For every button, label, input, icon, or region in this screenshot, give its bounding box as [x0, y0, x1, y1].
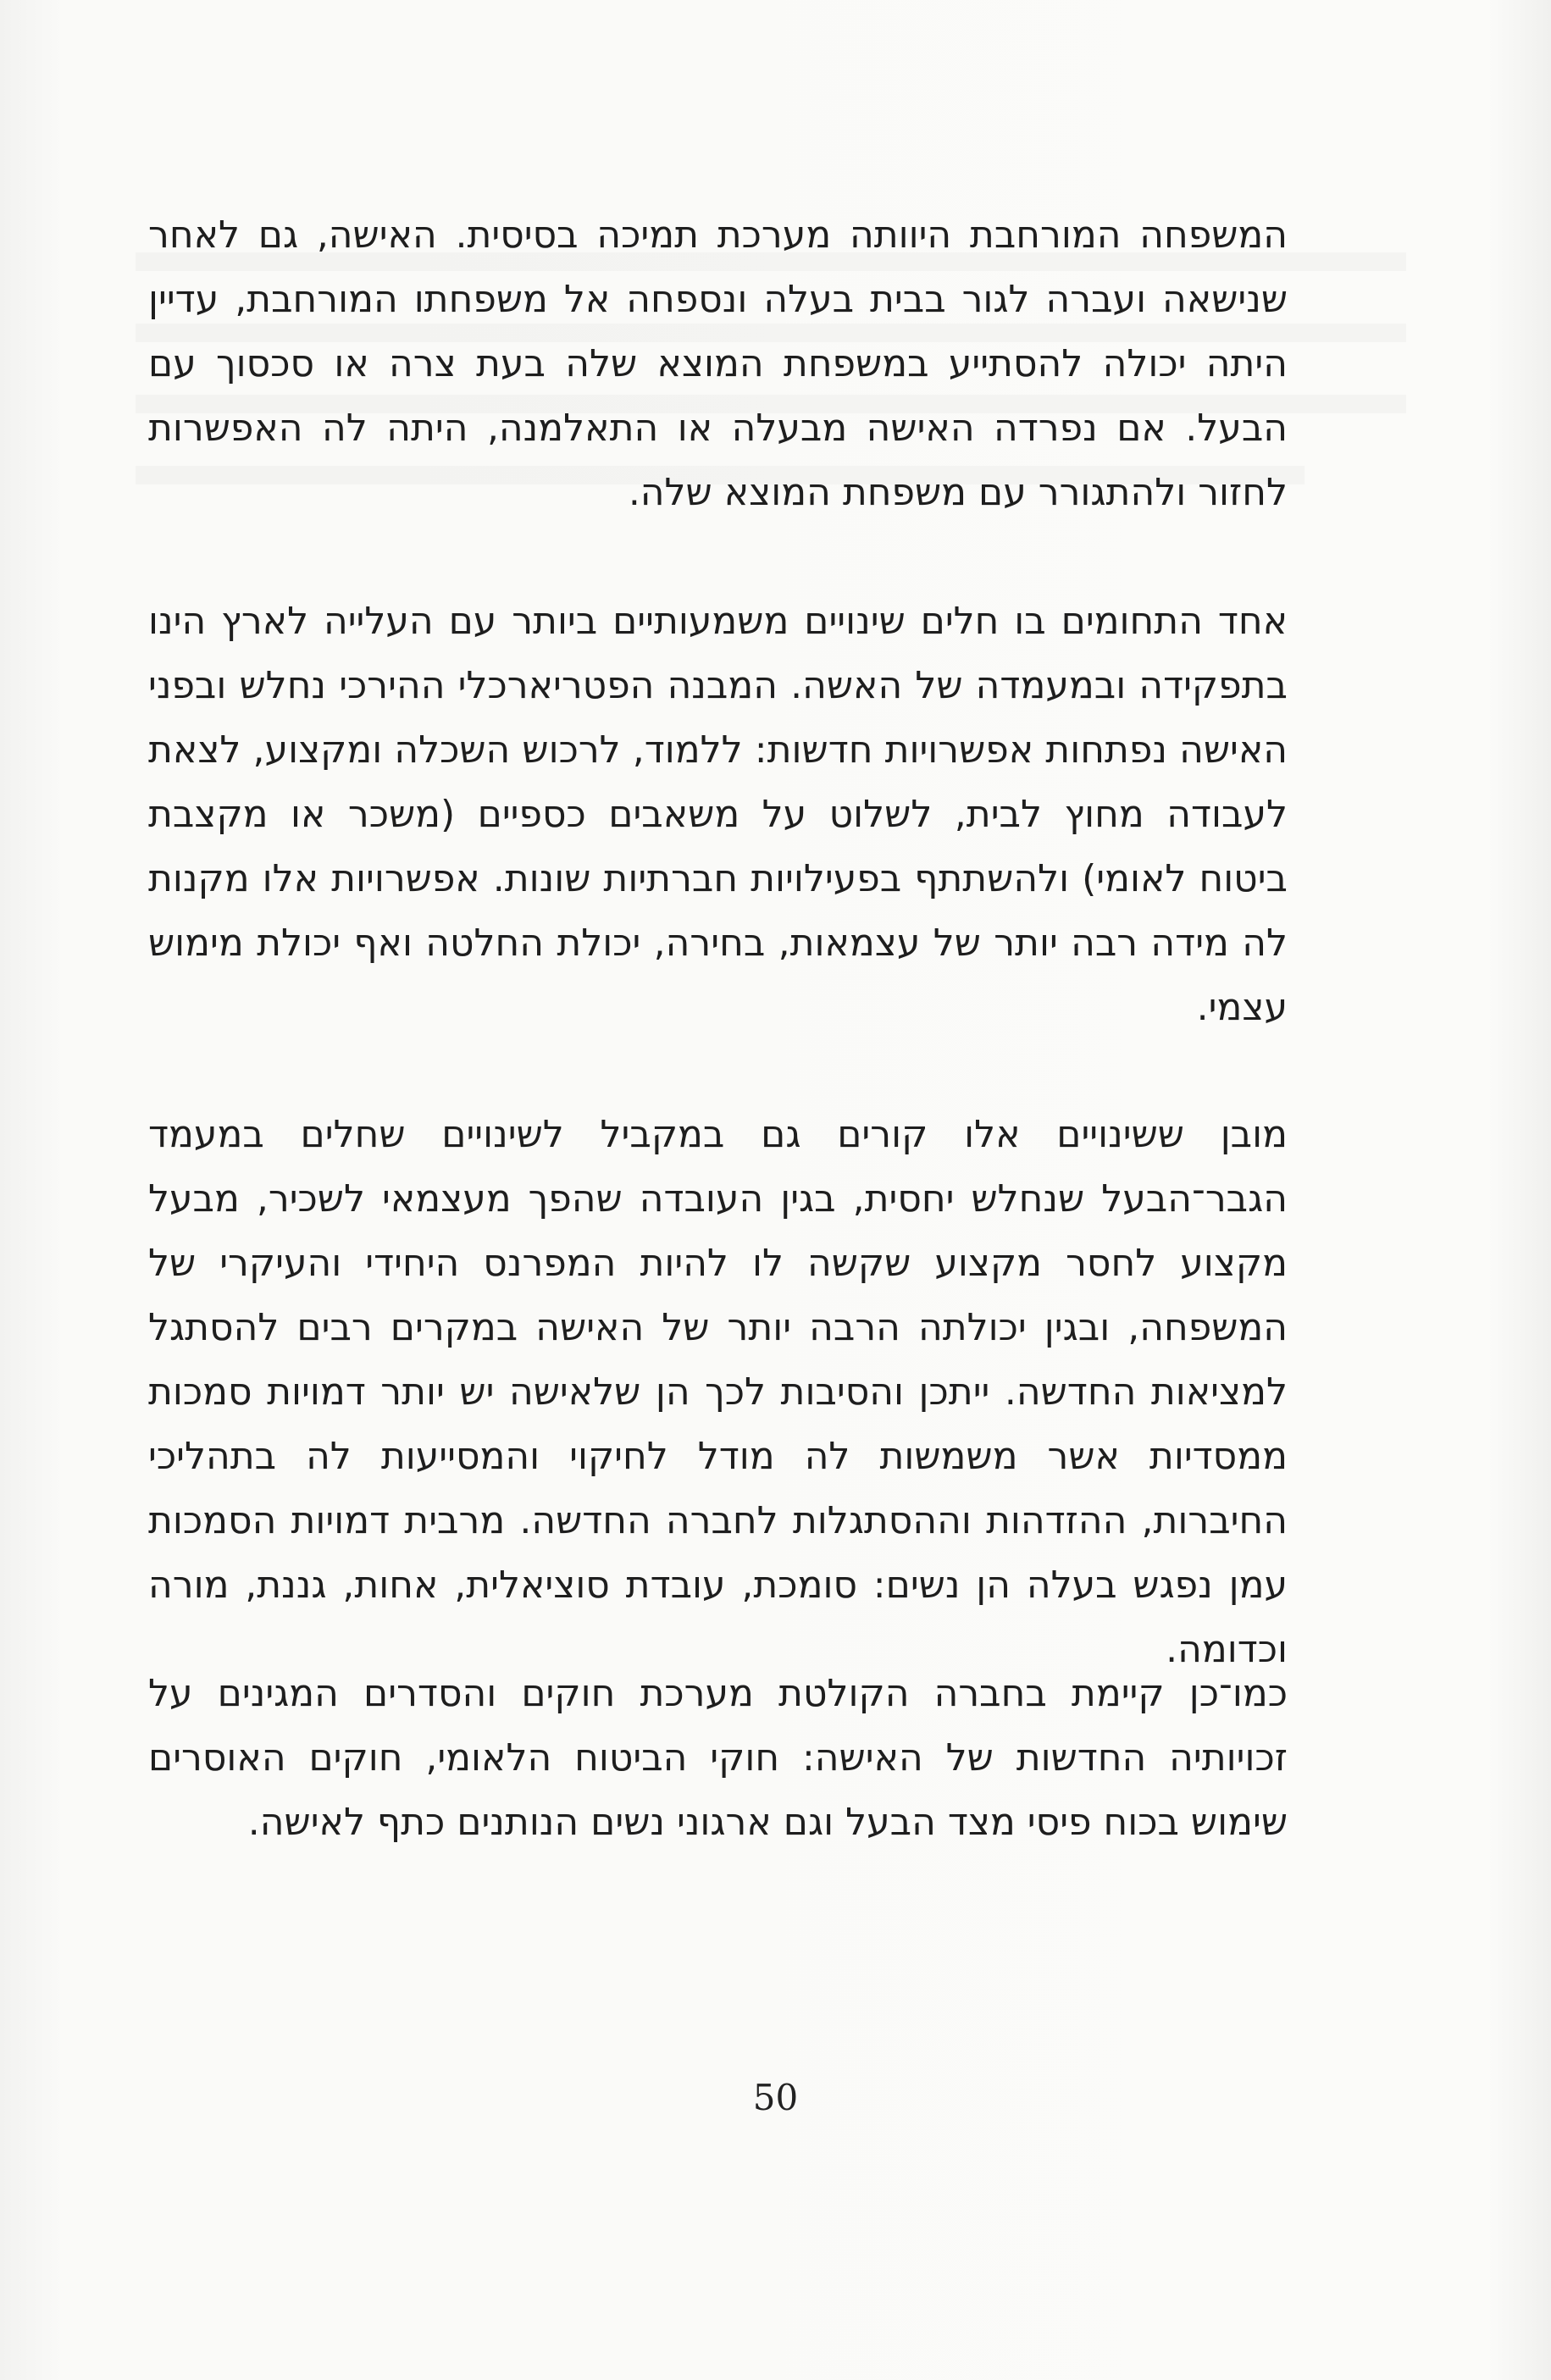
paragraph-extended-family: המשפחה המורחבת היוותה מערכת תמיכה בסיסית. האישה, גם לאחר שנישאה ועברה לגור בבית בעלה ונספחה אל משפחתו המורחבת, עדיין היתה יכולה להסתייע במשפחת המוצא שלה בעת צרה או סכסוך עם הבעל. אם נפרדה האישה מבעלה או התאלמנה, היתה לה האפשרות לחזור ולהתגורר עם משפחת המוצא שלה.: [148, 213, 1288, 514]
paragraph-husband-status: מובן ששינויים אלו קורים גם במקביל לשינויים שחלים במעמד הגבר־הבעל שנחלש יחסית, בגין העובדה שהפך מעצמאי לשכיר, מבעל מקצוע לחסר מקצוע שקשה לו להיות המפרנס היחידי והעיקרי של המשפחה, ובגין יכולתה הרבה יותר של האישה במקרים רבים להסתגל למציאות החדשה. ייתכן והסיבות לכך הן שלאישה יש יותר דמויות סמכות ממסדיות אשר משמשות לה מודל לחיקוי והמסייעות לה בתהליכי החיברות, ההזדהות וההסתגלות לחברה החדשה. מרבית דמויות הסמכות עמן נפגש בעלה הן נשים: סומכת, עובדת סוציאלית, אחות, גננת, מורה וכדומה.: [148, 1113, 1288, 1671]
paragraph-laws: כמו־כן קיימת בחברה הקולטת מערכת חוקים והסדרים המגינים על זכויותיה החדשות של האישה: חוקי הביטוח הלאומי, חוקים האוסרים שימוש בכוח פיסי מצד הבעל וגם ארגוני נשים הנותנים כתף לאישה.: [148, 1672, 1288, 1844]
page-number: 50: [752, 2077, 799, 2118]
paragraph-women-role: אחד התחומים בו חלים שינויים משמעותיים ביותר עם העלייה לארץ הינו בתפקידה ובמעמדה של האשה. המבנה הפטריארכלי ההירכי נחלש ובפני האישה נפתחות אפשרויות חדשות: ללמוד, לרכוש השכלה ומקצוע, לצאת לעבודה מחוץ לבית, לשלוט על משאבים כספיים (משכר או מקצבת ביטוח לאומי) ולהשתתף בפעילויות חברתיות שונות. אפשרויות אלו מקנות לה מידה רבה יותר של עצמאות, בחירה, יכולת החלטה ואף יכולת מימוש עצמי.: [148, 600, 1288, 1029]
